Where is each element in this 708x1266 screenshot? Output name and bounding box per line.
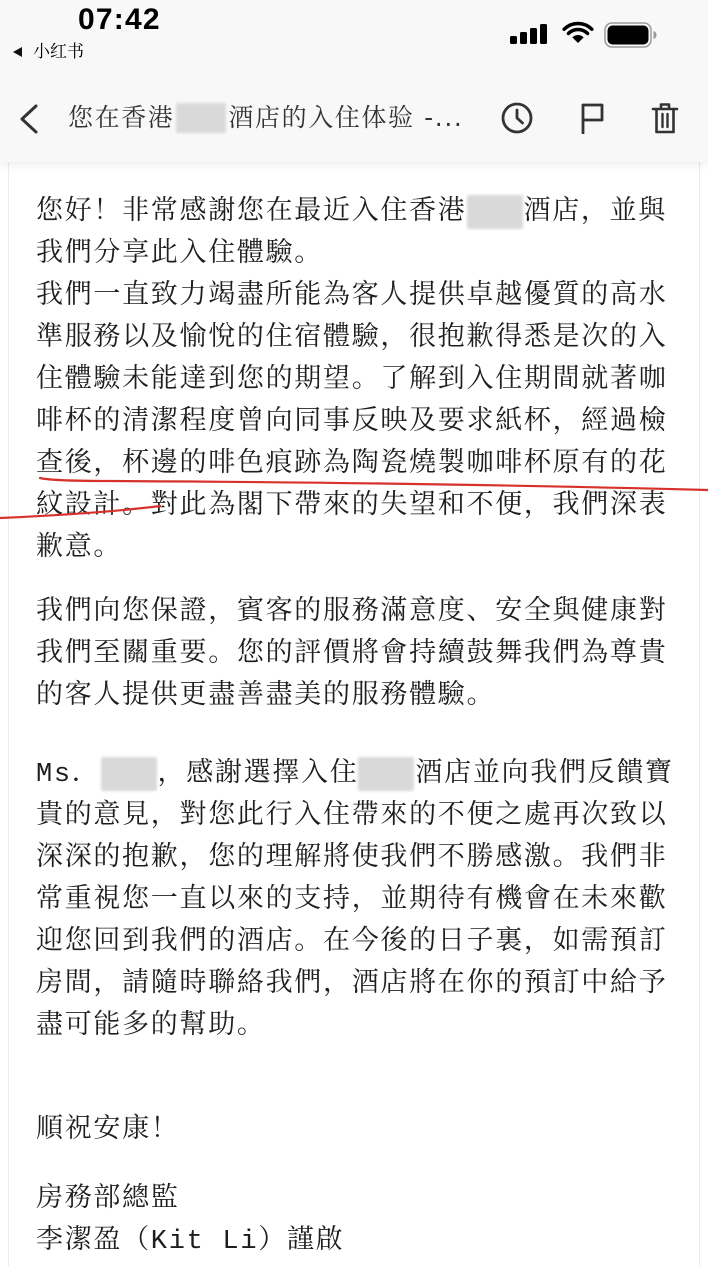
- paragraph-assurance: [36, 592, 700, 718]
- body-line: 我們向您保證，賓客的服務滿意度、安全與健康對: [36, 598, 668, 628]
- back-to-app-button[interactable]: [13, 40, 84, 64]
- signature-name: 李潔盈（Kit Li）謹啟: [36, 1227, 345, 1257]
- body-line: [36, 754, 700, 796]
- body-line: 的客人提供更盡善盡美的服務體驗。: [36, 682, 496, 712]
- body-line: [36, 192, 700, 234]
- email-body: [36, 192, 700, 1263]
- body-line: 啡杯的清潔程度曾向同事反映及要求紙杯，經過檢: [36, 408, 668, 438]
- body-line: 歉意。: [36, 534, 123, 564]
- back-chevron-icon[interactable]: [16, 103, 40, 135]
- redacted-block: [101, 757, 157, 791]
- body-line: 準服務以及愉悅的住宿體驗，很抱歉得悉是次的入: [36, 324, 668, 354]
- back-triangle-icon: [13, 47, 22, 57]
- body-line: 貴的意見，對您此行入住帶來的不便之處再次致以: [36, 802, 668, 832]
- body-text: 您好！非常感謝您在最近入住香港: [36, 198, 467, 228]
- salutation-text: Ms．: [36, 760, 101, 790]
- closing-line: 順祝安康！: [36, 1116, 180, 1146]
- title-text-start: 您在香港: [68, 103, 175, 132]
- status-time: 07:42: [78, 3, 161, 36]
- redacted-block: [467, 195, 523, 229]
- trash-icon[interactable]: [651, 101, 679, 135]
- paragraph-thanks: [36, 754, 700, 1048]
- signature-block: [36, 1179, 700, 1263]
- body-line: 常重視您一直以來的支持，並期待有機會在未來歡: [36, 886, 668, 916]
- top-bar: [0, 0, 708, 162]
- body-line: 紋設計。對此為閣下帶來的失望和不便，我們深表: [36, 492, 668, 522]
- email-subject-title: [68, 100, 463, 136]
- body-text: 酒店，並與: [523, 198, 667, 228]
- body-line: 房間，請隨時聯絡我們，酒店將在你的預訂中給予: [36, 970, 668, 1000]
- flag-icon[interactable]: [578, 102, 608, 134]
- body-line: 深深的抱歉，您的理解將使我們不勝感激。我們非: [36, 844, 668, 874]
- title-text-end: 酒店的入住体验 -...: [228, 103, 464, 132]
- body-line: 我們至關重要。您的評價將會持續鼓舞我們為尊貴: [36, 640, 668, 670]
- body-line: 迎您回到我們的酒店。在今後的日子裏，如需預訂: [36, 928, 668, 958]
- body-text: 酒店並向我們反饋寶: [415, 760, 674, 790]
- redacted-block: [176, 103, 226, 133]
- body-text: ，感謝選擇入住: [157, 760, 359, 790]
- battery-icon: [604, 22, 658, 48]
- clock-icon[interactable]: [500, 101, 534, 135]
- body-line: 我們一直致力竭盡所能為客人提供卓越優質的高水: [36, 282, 668, 312]
- paragraph-apology: [36, 192, 700, 570]
- signature-title: 房務部總監: [36, 1185, 180, 1215]
- wifi-icon: [562, 21, 594, 45]
- body-line: 我們分享此入住體驗。: [36, 240, 323, 270]
- redacted-block: [358, 757, 414, 791]
- body-line: 查後，杯邊的啡色痕跡為陶瓷燒製咖啡杯原有的花: [36, 450, 668, 480]
- body-line: 盡可能多的幫助。: [36, 1012, 266, 1042]
- back-to-app-label: 小红书: [33, 42, 84, 62]
- body-line: 住體驗未能達到您的期望。了解到入住期間就著咖: [36, 366, 668, 396]
- cellular-signal-icon: [508, 23, 550, 45]
